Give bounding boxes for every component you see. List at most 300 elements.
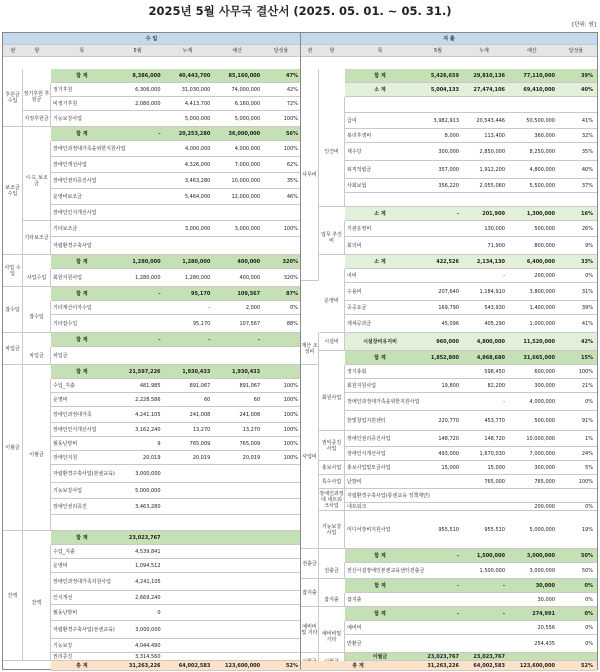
income-cell-c: 3,463,280 — [184, 177, 211, 184]
expense-cell-b — [507, 193, 557, 206]
income-cell-m: 2,228,586 — [135, 396, 161, 403]
income-cell-c — [163, 639, 213, 652]
expense-row — [345, 179, 597, 193]
income-row — [51, 97, 300, 111]
income-cell-m: 4,044,490 — [135, 642, 161, 649]
income-cell-c: 64,002,583 — [178, 662, 211, 669]
income-row — [51, 639, 300, 653]
expense-cell-c — [461, 635, 507, 652]
income-cell-b — [212, 591, 262, 604]
expense-cell-b: 300,000 — [534, 464, 555, 471]
income-cell-item: 자립환경구축사업 — [53, 243, 92, 249]
income-row — [51, 173, 300, 189]
income-cell-b: 123,600,000 — [225, 662, 261, 669]
income-cell-item: 수입_지출 — [53, 383, 75, 389]
income-cell-r — [262, 237, 300, 254]
expense-row — [345, 69, 597, 83]
income-cell-r: 72% — [286, 100, 298, 107]
income-column-4: 누계 — [182, 48, 193, 54]
expense-total-r: 52% — [581, 662, 593, 669]
income-row — [51, 573, 300, 591]
income-row — [51, 591, 300, 605]
income-cell-b — [212, 545, 262, 558]
income-cell-r — [262, 515, 300, 530]
income-cell-item: 장애인지원 — [53, 455, 78, 461]
expense-cell-r: 1% — [585, 435, 593, 442]
income-cell-c — [163, 605, 213, 620]
expense-cell-c: - — [503, 272, 505, 279]
expense-row — [345, 503, 597, 511]
expense-cell-item: 홍보사업및모금사업 — [347, 465, 391, 471]
expense-row — [345, 283, 597, 301]
income-cell-item: 비정기후원 — [53, 101, 78, 107]
income-cell-item: 수입_지출 — [53, 549, 75, 555]
income-cell-m: 3,162,240 — [135, 426, 161, 433]
income-cell-item: 회원지원사업 — [53, 275, 82, 281]
income-cell-m: - — [158, 336, 161, 343]
expense-cell-m: 148,720 — [438, 435, 459, 442]
expense-category: 전출금 — [301, 549, 319, 579]
income-sub-category: 기타보조금 — [23, 221, 51, 255]
expense-cell-m: - — [456, 552, 459, 559]
expense-cell-c: 27,474,106 — [473, 86, 505, 93]
expense-row — [345, 489, 597, 503]
income-cell-b — [212, 559, 262, 572]
expense-cell-c: 2,055,060 — [479, 182, 505, 189]
expense-row — [345, 97, 597, 113]
income-row — [51, 379, 300, 393]
income-cell-m: 4,241,105 — [135, 578, 161, 585]
expense-cell-b: 4,800,000 — [529, 166, 555, 173]
expense-cell-r: 39% — [581, 72, 593, 79]
income-cell-item: 운영비보조금 — [53, 194, 82, 200]
income-cell-item: 합 계 — [76, 291, 88, 297]
income-cell-m — [113, 205, 163, 220]
expense-sub-category: 잡지출 — [319, 593, 345, 607]
income-cell-item: 총 계 — [76, 663, 88, 669]
expense-sub-category: 장애인과정대 네트워크사업 — [319, 489, 345, 511]
expense-cell-c: 201,900 — [482, 210, 505, 217]
expense-cell-m: 207,640 — [438, 288, 459, 295]
expense-row — [345, 161, 597, 179]
income-cell-r — [262, 621, 300, 638]
income-cell-b: 20,019 — [242, 454, 261, 461]
expense-cell-b: 10,000,000 — [526, 435, 555, 442]
income-row — [51, 393, 300, 407]
expense-cell-r: 26% — [581, 225, 593, 232]
income-row — [51, 483, 300, 499]
income-cell-item: 인식개선 — [53, 595, 73, 601]
expense-cell-b: 8,250,000 — [529, 148, 555, 155]
expense-row — [345, 653, 597, 661]
expense-cell-r: 0% — [585, 272, 593, 279]
income-cell-b: 7,000,000 — [234, 161, 261, 168]
expense-cell-r: 40% — [581, 166, 593, 173]
income-cell-c: 4,000,000 — [185, 145, 211, 152]
income-row — [51, 157, 300, 173]
income-cell-item: 기능보강사업 — [53, 116, 82, 122]
expense-cell-b: 30,000 — [537, 596, 555, 603]
expense-cell-item: 제세공과금 — [347, 321, 372, 327]
expense-cell-c: 1,500,000 — [479, 567, 505, 574]
expense-column-3: 5월 — [433, 48, 442, 54]
expense-cell-c: 2,850,000 — [479, 148, 505, 155]
expense-cell-item: 소 계 — [374, 259, 386, 265]
income-row — [51, 221, 300, 237]
income-cell-r — [262, 545, 300, 558]
expense-cell-r: 39% — [581, 304, 593, 311]
expense-cell-item: 여비 — [347, 273, 357, 279]
expense-cell-b: 20,556 — [537, 624, 555, 631]
income-cell-item: 자립환경구축사업(본센교육) — [53, 471, 115, 477]
income-row — [51, 451, 300, 465]
expense-row — [345, 475, 597, 489]
expense-cell-b: 1,300,000 — [526, 210, 555, 217]
income-sub-category: 잡수입 — [23, 301, 51, 333]
expense-cell-c: 1,184,910 — [479, 288, 505, 295]
expense-cell-b: 800,000 — [534, 242, 555, 249]
income-cell-b — [212, 573, 262, 590]
expense-cell-c: 2,134,130 — [476, 258, 505, 265]
expense-cell-m: 300,000 — [438, 148, 459, 155]
income-cell-item: 기능보강 — [53, 643, 73, 649]
settlement-sheet — [2, 32, 598, 670]
expense-cell-b: 69,410,000 — [523, 86, 555, 93]
income-cell-c — [163, 205, 213, 220]
income-cell-r — [262, 605, 300, 620]
expense-cell-c: - — [502, 610, 505, 617]
income-cell-r: 100% — [283, 454, 298, 461]
expense-cell-item: 합 계 — [374, 73, 386, 79]
expense-cell-r: 0% — [585, 398, 593, 405]
expense-row — [345, 237, 597, 255]
income-cell-r — [262, 559, 300, 572]
income-cell-item: 기능보강사업 — [53, 488, 82, 494]
income-cell-c: 5,464,000 — [184, 193, 211, 200]
expense-sub-category: 업무 추진비 — [319, 221, 345, 255]
expense-cell-c — [461, 503, 507, 510]
expense-cell-b: 765,000 — [534, 478, 555, 485]
expense-cell-item: 퇴직적립금 — [347, 167, 372, 173]
unit-label: [단위: 원] — [572, 22, 596, 28]
income-cell-b: 2,000 — [245, 304, 261, 311]
page-title: 2025년 5월 사무국 결산서 (2025. 05. 01. ~ 05. 31.) — [148, 4, 452, 18]
expense-cell-c: 598,450 — [484, 368, 505, 375]
expense-cell-m: 960,000 — [436, 338, 459, 345]
expense-cell-m: 955,510 — [438, 526, 459, 533]
expense-row — [345, 143, 597, 161]
expense-cell-b — [507, 97, 557, 112]
expense-cell-item: 정기총회 — [347, 369, 367, 375]
expense-total-row — [301, 661, 597, 671]
expense-cell-b: 4,000,000 — [529, 398, 555, 405]
expense-cell-b: 1,000,000 — [529, 320, 555, 327]
income-cell-b: 85,160,000 — [228, 72, 261, 79]
income-cell-b: 1,930,433 — [231, 368, 261, 375]
income-cell-m: 3,000,000 — [135, 626, 161, 633]
expense-cell-item: 사회보험 — [347, 183, 367, 189]
expense-cell-item: 기관운영비 — [347, 226, 372, 232]
income-cell-item: 월동난방비 — [53, 441, 78, 447]
expense-cell-r: 5% — [585, 464, 593, 471]
income-cell-r: 100% — [283, 426, 298, 433]
expense-cell-b: 274,991 — [532, 610, 555, 617]
expense-cell-r: 21% — [581, 382, 593, 389]
expense-cell-item: 합 계 — [374, 611, 386, 617]
expense-cell-c: 453,770 — [484, 417, 505, 424]
expense-cell-m — [415, 503, 461, 510]
expense-cell-r: 100% — [578, 368, 593, 375]
income-cell-r: 56% — [286, 130, 298, 137]
expense-row — [345, 83, 597, 97]
expense-cell-m — [415, 563, 461, 578]
expense-cell-c: 20,543,446 — [476, 117, 505, 124]
expense-cell-m — [415, 621, 461, 634]
income-cell-r: 62% — [286, 161, 298, 168]
expense-cell-c: 955,510 — [484, 526, 505, 533]
income-cell-c: 5,000,000 — [184, 115, 211, 122]
expense-cell-r: 35% — [581, 148, 593, 155]
income-cell-c: 4,413,700 — [184, 100, 211, 107]
expense-cell-m: - — [456, 610, 459, 617]
expense-cell-c: 765,000 — [484, 478, 505, 485]
expense-row — [345, 579, 597, 593]
expense-row — [345, 113, 597, 129]
income-row — [51, 605, 300, 621]
expense-cell-b: 1,400,000 — [529, 304, 555, 311]
income-cell-r — [262, 653, 300, 660]
income-cell-b — [212, 205, 262, 220]
income-cell-m: 3,000,000 — [135, 470, 161, 477]
expense-column-2: 목 — [377, 48, 383, 54]
income-cell-c — [163, 653, 213, 660]
income-cell-c: 1,280,000 — [182, 258, 211, 265]
income-cell-m — [113, 141, 163, 156]
expense-row — [345, 431, 597, 447]
expense-cell-b: 31,665,000 — [523, 354, 555, 361]
income-row — [51, 515, 300, 531]
expense-row — [345, 621, 597, 635]
expense-cell-item — [345, 97, 415, 112]
income-row — [51, 69, 300, 83]
expense-cell-b: 11,520,000 — [523, 338, 555, 345]
expense-row — [345, 269, 597, 283]
expense-cell-m — [415, 365, 461, 378]
expense-cell-item: 공공요금 — [347, 305, 367, 311]
expense-row — [345, 365, 597, 379]
expense-cell-r: 33% — [581, 258, 593, 265]
expense-cell-item: 미디어장비지원사업 — [347, 527, 391, 533]
expense-cell-item: 수용비 — [347, 289, 362, 295]
income-row — [51, 661, 300, 671]
income-cell-b: 241,008 — [239, 411, 261, 418]
income-cell-m — [113, 315, 163, 332]
expense-cell-item: 잡지출 — [347, 597, 362, 603]
expense-cell-b: 254,435 — [534, 640, 555, 647]
income-cell-b: 36,000,000 — [228, 130, 261, 137]
expense-row — [345, 301, 597, 315]
expense-cell-c: 1,670,030 — [479, 450, 505, 457]
income-cell-c — [163, 545, 213, 558]
expense-row — [345, 255, 597, 269]
expense-sub-category: 인건비 — [319, 97, 345, 207]
income-row — [51, 287, 300, 301]
income-cell-r — [262, 499, 300, 514]
income-cell-c — [163, 515, 213, 530]
expense-cell-b: 3,800,000 — [529, 288, 555, 295]
income-category: 잡수입 — [3, 287, 23, 333]
income-column-1: 항 — [34, 48, 40, 54]
expense-row — [345, 635, 597, 653]
income-cell-r: 100% — [283, 411, 298, 418]
income-cell-m — [113, 157, 163, 172]
expense-sub-category: 홍보사업 — [319, 461, 345, 475]
income-cell-r: 100% — [283, 396, 298, 403]
expense-cell-item: 반환금 — [347, 641, 362, 647]
income-cell-m: 2,080,000 — [135, 100, 161, 107]
expense-cell-m: 493,000 — [438, 450, 459, 457]
income-cell-item: 장애인과정대가족 — [53, 412, 92, 418]
expense-total-item: 총 계 — [352, 663, 364, 669]
income-cell-m: 1,280,000 — [135, 274, 161, 281]
expense-cell-m: 1,852,800 — [430, 354, 459, 361]
income-category: 보조금 수입 — [3, 127, 23, 255]
expense-cell-b: 500,000 — [534, 417, 555, 424]
expense-cell-c — [461, 593, 507, 606]
expense-cell-r: 41% — [581, 117, 593, 124]
expense-row — [345, 549, 597, 563]
expense-cell-m: 220,770 — [438, 417, 459, 424]
income-cell-r: 46% — [286, 193, 298, 200]
income-cell-r: 88% — [286, 320, 298, 327]
expense-cell-r: 16% — [581, 210, 593, 217]
income-category: 차입금 — [3, 333, 23, 365]
income-cell-c — [163, 591, 213, 604]
expense-cell-r: 32% — [581, 132, 593, 139]
income-cell-item: 합 계 — [76, 131, 88, 137]
income-cell-item: 자립환경구축사업(본센교육) — [53, 627, 115, 633]
income-row — [51, 301, 300, 315]
income-row — [51, 237, 300, 255]
income-cell-r — [262, 205, 300, 220]
expense-cell-c — [461, 97, 507, 112]
income-cell-r — [262, 347, 300, 364]
expense-cell-item: 회의비 — [347, 243, 362, 249]
income-cell-c: 241,008 — [189, 411, 211, 418]
expense-cell-c: 82,200 — [487, 382, 505, 389]
expense-cell-c: 405,290 — [484, 320, 505, 327]
income-cell-m: 31,263,226 — [128, 662, 161, 669]
income-cell-m: 481,985 — [139, 382, 161, 389]
expense-cell-item: 회원지원사업 — [347, 383, 376, 389]
expense-cell-m — [415, 593, 461, 606]
expense-total-m: 31,263,226 — [427, 662, 459, 669]
expense-cell-b: 77,110,000 — [523, 72, 555, 79]
expense-cell-m: 5,004,133 — [430, 86, 459, 93]
expense-cell-c: 4,868,680 — [476, 354, 505, 361]
expense-cell-b: 600,000 — [534, 368, 555, 375]
expense-cell-item: 이월금 — [372, 654, 388, 660]
expense-total-b: 123,600,000 — [519, 662, 555, 669]
income-cell-r — [262, 365, 300, 378]
income-cell-c — [163, 559, 213, 572]
income-cell-c: 765,009 — [189, 440, 211, 447]
income-sub-category: 사업수입 — [23, 269, 51, 287]
income-cell-b: 13,270 — [242, 426, 261, 433]
expense-row — [345, 461, 597, 475]
income-cell-b — [212, 605, 262, 620]
expense-column-header — [301, 45, 597, 57]
expense-cell-item: 자립환경구축사업(통센교육 정책제안) — [347, 493, 430, 499]
income-cell-r: 100% — [283, 382, 298, 389]
expense-cell-b: 200,000 — [534, 503, 555, 510]
expense-cell-r: 9% — [585, 242, 593, 249]
expense-cell-m: - — [456, 210, 459, 217]
income-cell-r: 42% — [286, 86, 298, 93]
expense-category: 예비비 및 기타 — [301, 607, 319, 653]
income-cell-item: 장애인권리증진사업 — [53, 178, 97, 184]
income-column-2: 목 — [79, 48, 85, 54]
expense-cell-c: 1,500,000 — [476, 552, 505, 559]
income-column-header — [3, 45, 300, 57]
expense-row — [345, 221, 597, 237]
income-cell-r: 100% — [283, 115, 298, 122]
expense-cell-b — [507, 489, 557, 502]
income-header-label: 수 입 — [145, 36, 158, 42]
expense-cell-b: 360,000 — [534, 132, 555, 139]
income-cell-b — [212, 499, 262, 514]
income-cell-r: 320% — [282, 258, 298, 265]
expense-cell-r: 42% — [581, 338, 593, 345]
income-cell-r: 87% — [286, 290, 298, 297]
expense-cell-m — [415, 221, 461, 236]
income-cell-c: 40,443,700 — [178, 72, 211, 79]
income-cell-b — [212, 639, 262, 652]
income-section — [3, 33, 301, 669]
expense-cell-m — [415, 97, 461, 112]
expense-cell-b: 30,000 — [535, 582, 555, 589]
income-cell-b: 6,160,000 — [234, 100, 261, 107]
expense-category: 잡지출 — [301, 579, 319, 607]
income-cell-item: 합 계 — [76, 535, 88, 541]
expense-cell-b: 3,000,000 — [529, 567, 555, 574]
expense-sub-category: 예비비및 기타 — [319, 621, 345, 653]
expense-cell-m: - — [456, 582, 459, 589]
expense-category: 사무비 — [301, 69, 319, 281]
expense-cell-r: 31% — [581, 288, 593, 295]
expense-cell-c: 4,800,000 — [476, 338, 505, 345]
expense-cell-item: 난방비 — [347, 479, 362, 485]
income-category: 사업 수입 — [3, 255, 23, 287]
income-cell-b: 4,000,000 — [234, 145, 261, 152]
expense-cell-r: 24% — [581, 450, 593, 457]
expense-cell-item: 소 계 — [374, 211, 386, 217]
income-sub-category: 이월금 — [23, 379, 51, 531]
income-cell-r: 320% — [283, 274, 298, 281]
income-cell-m — [113, 189, 163, 204]
expense-column-0: 관 — [307, 48, 313, 54]
income-cell-r — [262, 639, 300, 652]
income-row — [51, 205, 300, 221]
expense-row — [345, 563, 597, 579]
income-cell-b: 109,567 — [237, 290, 261, 297]
income-sub-category: 정기후원 후원금 — [23, 83, 51, 111]
expense-cell-r: 19% — [581, 526, 593, 533]
expense-cell-r: 41% — [581, 320, 593, 327]
income-cell-m: 4,241,105 — [135, 411, 161, 418]
expense-row — [345, 315, 597, 333]
expense-cell-r: 15% — [581, 354, 593, 361]
